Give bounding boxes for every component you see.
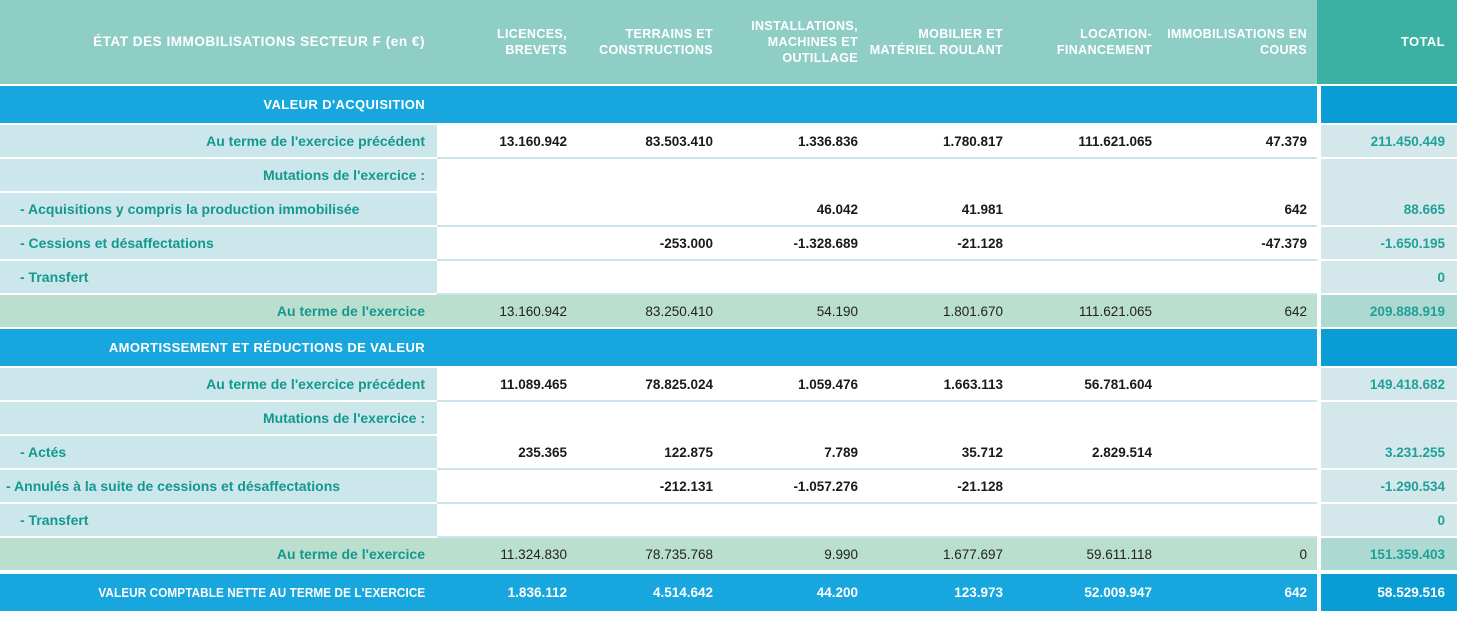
column-header-licences-brevets: LICENCES, BREVETS	[437, 0, 577, 84]
cell-value: 83.250.410	[577, 295, 723, 327]
cell-value: 642	[1162, 193, 1317, 227]
section-bar-fill	[437, 86, 1317, 123]
column-header-mobilier-materiel: MOBILIER ET MATÉRIEL ROULANT	[868, 0, 1013, 84]
table-row	[0, 227, 1457, 261]
cell-value	[1162, 470, 1317, 504]
row-label: Au terme de l'exercice	[0, 538, 437, 570]
cell-value: 59.611.118	[1013, 538, 1162, 570]
cell-value: -21.128	[868, 227, 1013, 261]
net-value-row	[0, 574, 1457, 611]
table-body	[0, 86, 1457, 572]
cell-value: 13.160.942	[437, 125, 577, 159]
cell-value	[1162, 159, 1317, 193]
cell-value	[1013, 504, 1162, 538]
cell-value	[1013, 159, 1162, 193]
cell-value	[577, 159, 723, 193]
section-header-bar	[0, 329, 1457, 366]
cell-value	[1013, 470, 1162, 504]
cell-value	[577, 402, 723, 436]
cell-value: -1.328.689	[723, 227, 868, 261]
cell-value: 1.780.817	[868, 125, 1013, 159]
cell-total: 151.359.403	[1317, 538, 1457, 570]
cell-value: 642	[1162, 295, 1317, 327]
cell-total: 211.450.449	[1317, 125, 1457, 157]
cell-value: 11.324.830	[437, 538, 577, 570]
net-value-total: 58.529.516	[1317, 574, 1457, 611]
table-row	[0, 159, 1457, 193]
cell-value: 9.990	[723, 538, 868, 570]
cell-value: 1.663.113	[868, 368, 1013, 402]
cell-value: 47.379	[1162, 125, 1317, 159]
cell-value: 11.089.465	[437, 368, 577, 402]
cell-value: -47.379	[1162, 227, 1317, 261]
column-header-immobilisations-en-cours: IMMOBILISATIONS EN COURS	[1162, 0, 1317, 84]
cell-total: -1.290.534	[1317, 470, 1457, 502]
section-bar-total-cap	[1317, 329, 1457, 366]
cell-value: 1.801.670	[868, 295, 1013, 327]
cell-value	[723, 504, 868, 538]
cell-value: 41.981	[868, 193, 1013, 227]
table-row	[0, 470, 1457, 504]
section-bar-fill	[437, 329, 1317, 366]
cell-total: 149.418.682	[1317, 368, 1457, 400]
cell-value	[868, 402, 1013, 436]
row-label: Au terme de l'exercice précédent	[0, 368, 437, 400]
cell-value	[437, 470, 577, 504]
row-label: - Actés	[0, 436, 437, 468]
cell-value: -21.128	[868, 470, 1013, 504]
row-label: - Transfert	[0, 261, 437, 293]
row-label: - Transfert	[0, 504, 437, 536]
cell-value	[1013, 227, 1162, 261]
cell-value: 235.365	[437, 436, 577, 470]
cell-value	[437, 504, 577, 538]
cell-value	[1162, 436, 1317, 470]
table-row	[0, 193, 1457, 227]
cell-value: 1.059.476	[723, 368, 868, 402]
cell-value	[437, 402, 577, 436]
cell-value	[437, 261, 577, 295]
cell-value: -212.131	[577, 470, 723, 504]
cell-value: 54.190	[723, 295, 868, 327]
net-value-cell: 4.514.642	[577, 574, 723, 611]
cell-total: -1.650.195	[1317, 227, 1457, 259]
cell-value: 1.677.697	[868, 538, 1013, 570]
cell-value	[1162, 261, 1317, 295]
row-label: Mutations de l'exercice :	[0, 159, 437, 191]
table-row	[0, 402, 1457, 436]
cell-value	[437, 159, 577, 193]
table-title: ÉTAT DES IMMOBILISATIONS SECTEUR F (en €)	[0, 0, 437, 84]
cell-value: 13.160.942	[437, 295, 577, 327]
cell-value	[723, 402, 868, 436]
net-value-cell: 44.200	[723, 574, 868, 611]
table-row	[0, 504, 1457, 538]
cell-value	[437, 193, 577, 227]
cell-value: 2.829.514	[1013, 436, 1162, 470]
row-label: Au terme de l'exercice précédent	[0, 125, 437, 157]
cell-value	[577, 193, 723, 227]
cell-total: 209.888.919	[1317, 295, 1457, 327]
cell-value	[723, 261, 868, 295]
cell-value: -253.000	[577, 227, 723, 261]
net-value-label	[0, 574, 437, 611]
net-value-cell: 1.836.112	[437, 574, 577, 611]
section-title: AMORTISSEMENT ET RÉDUCTIONS DE VALEUR	[0, 329, 437, 366]
cell-value: 111.621.065	[1013, 125, 1162, 159]
column-header-terrains-constructions: TERRAINS ET CONSTRUCTIONS	[577, 0, 723, 84]
cell-total: 3.231.255	[1317, 436, 1457, 468]
cell-value: 56.781.604	[1013, 368, 1162, 402]
table-row	[0, 261, 1457, 295]
cell-value	[868, 504, 1013, 538]
row-label: - Cessions et désaffectations	[0, 227, 437, 259]
cell-value	[437, 227, 577, 261]
table-row	[0, 295, 1457, 329]
cell-value: 7.789	[723, 436, 868, 470]
cell-value	[1013, 402, 1162, 436]
column-header-location-financement: LOCATION-FINANCEMENT	[1013, 0, 1162, 84]
cell-value: 78.825.024	[577, 368, 723, 402]
section-bar-total-cap	[1317, 86, 1457, 123]
cell-value: 122.875	[577, 436, 723, 470]
cell-value: 1.336.836	[723, 125, 868, 159]
column-header-total: TOTAL	[1317, 0, 1457, 84]
cell-total	[1317, 159, 1457, 193]
net-value-cell: 52.009.947	[1013, 574, 1162, 611]
table-row	[0, 125, 1457, 159]
cell-total	[1317, 402, 1457, 436]
cell-total: 0	[1317, 261, 1457, 293]
cell-value	[723, 159, 868, 193]
cell-value	[1162, 504, 1317, 538]
cell-value	[868, 261, 1013, 295]
cell-value: 35.712	[868, 436, 1013, 470]
cell-value: 83.503.410	[577, 125, 723, 159]
table-row	[0, 368, 1457, 402]
cell-total: 88.665	[1317, 193, 1457, 225]
cell-value: -1.057.276	[723, 470, 868, 504]
cell-total: 0	[1317, 504, 1457, 536]
cell-value	[1013, 193, 1162, 227]
row-label: Au terme de l'exercice	[0, 295, 437, 327]
row-label: - Annulés à la suite de cessions et désaffectations	[0, 470, 437, 502]
net-value-cell: 123.973	[868, 574, 1013, 611]
row-label: - Acquisitions y compris la production immobilisée	[0, 193, 437, 225]
cell-value	[1162, 402, 1317, 436]
cell-value	[577, 261, 723, 295]
table-header	[0, 0, 1457, 84]
cell-value: 0	[1162, 538, 1317, 570]
table-row	[0, 436, 1457, 470]
cell-value: 78.735.768	[577, 538, 723, 570]
section-header-bar	[0, 86, 1457, 123]
cell-value	[577, 504, 723, 538]
row-label: Mutations de l'exercice :	[0, 402, 437, 434]
table-row	[0, 538, 1457, 572]
column-header-installations-machines: INSTALLATIONS, MACHINES ET OUTILLAGE	[723, 0, 868, 84]
cell-value	[868, 159, 1013, 193]
section-title: VALEUR D'ACQUISITION	[0, 86, 437, 123]
net-value-cell: 642	[1162, 574, 1317, 611]
cell-value: 111.621.065	[1013, 295, 1162, 327]
cell-value	[1162, 368, 1317, 402]
net-value-label-text: VALEUR COMPTABLE NETTE AU TERME DE L'EXERCICE	[98, 585, 425, 600]
cell-value: 46.042	[723, 193, 868, 227]
cell-value	[1013, 261, 1162, 295]
